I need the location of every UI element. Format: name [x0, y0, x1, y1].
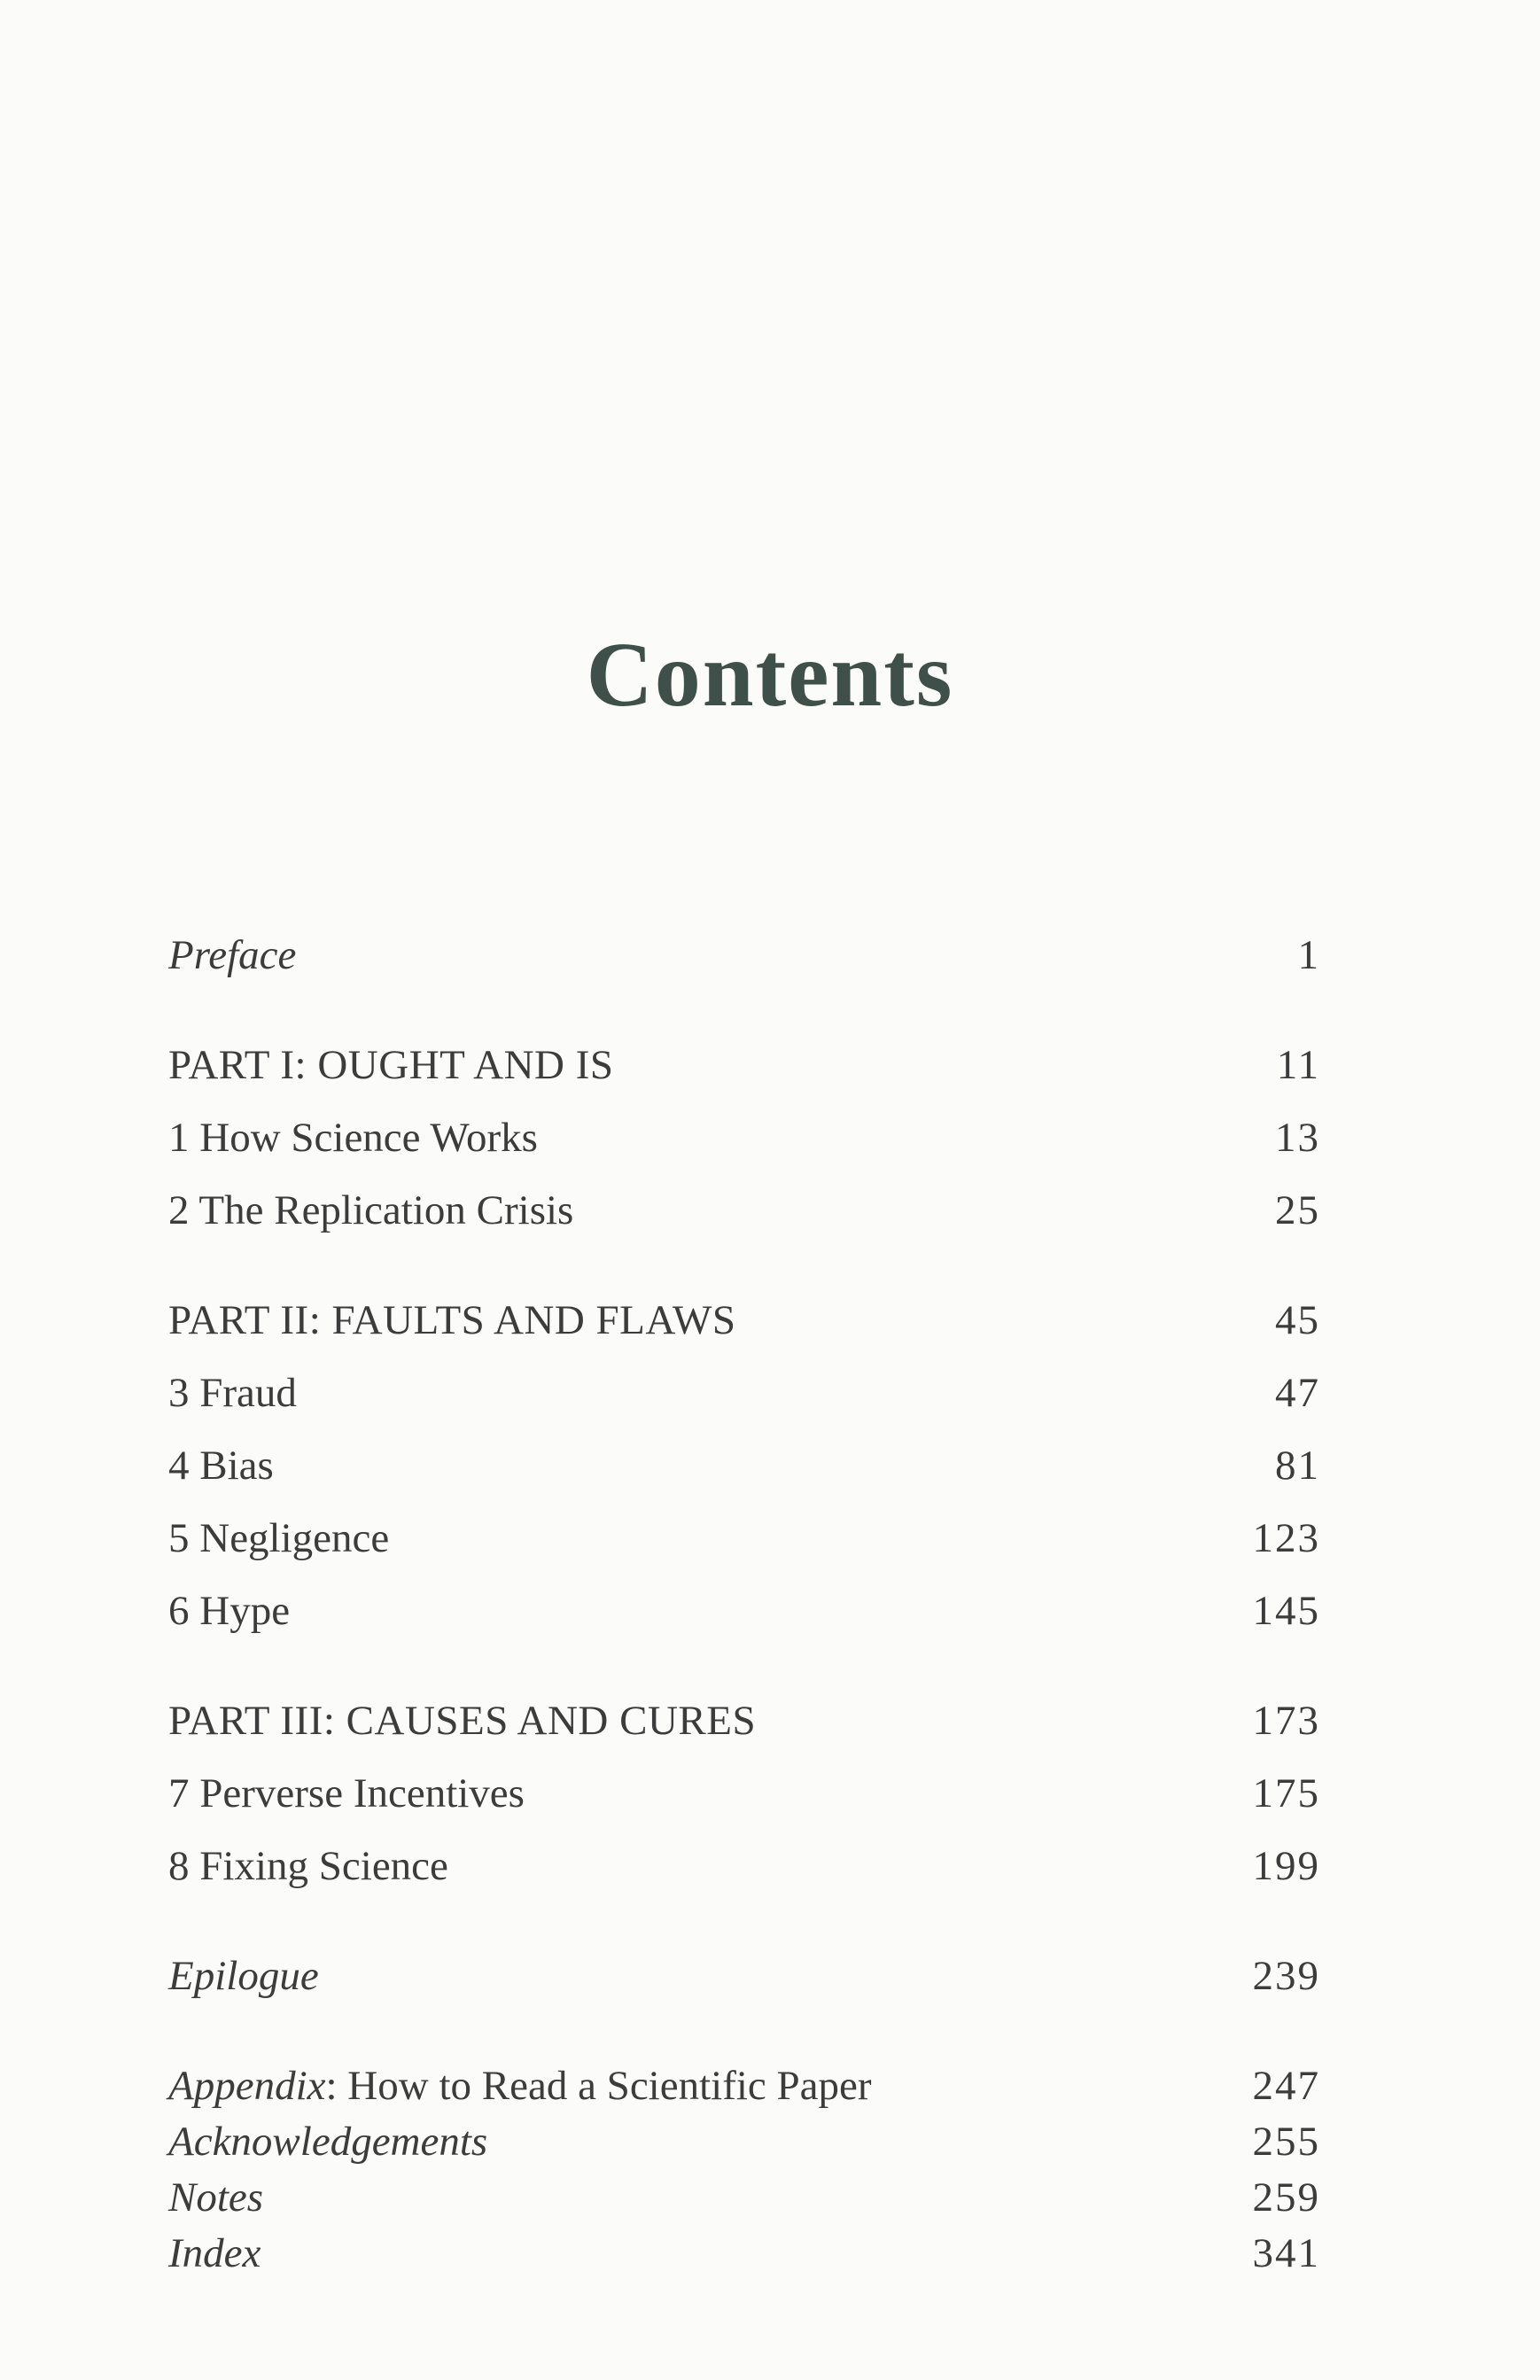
toc-entry-label-text: 8 Fixing Science [168, 1843, 448, 1889]
toc-entry-label-text: PART I: OUGHT AND IS [168, 1042, 614, 1088]
toc-entry-page-number: 239 [1252, 1953, 1320, 1999]
toc-entry-label-text: 5 Negligence [168, 1515, 390, 1561]
toc-entry-label-italic: Epilogue [168, 1953, 319, 1999]
toc-entry-page-number: 247 [1252, 2063, 1320, 2109]
toc-entry-part-2 [168, 1294, 1320, 1347]
toc-entry-label [168, 1512, 389, 1565]
toc-entry-page-number: 25 [1275, 1187, 1320, 1233]
toc-entry-chapter-1 [168, 1111, 1320, 1164]
toc-entry-page-number: 341 [1252, 2230, 1320, 2276]
toc-entry-page-number: 173 [1252, 1698, 1320, 1744]
toc-entry-label-italic: Index [168, 2230, 261, 2276]
toc-entry-label [168, 1694, 756, 1747]
toc-entry-page-number: 13 [1275, 1115, 1320, 1161]
toc-entry-label [168, 1366, 297, 1419]
toc-entry-label [168, 1111, 538, 1164]
toc-entry-label-italic: Appendix [168, 2063, 326, 2109]
toc-entry-label [168, 1439, 274, 1492]
toc-entry-label [168, 2115, 487, 2168]
toc-entry-appendix [168, 2059, 1320, 2112]
toc-entry-label-text: 2 The Replication Crisis [168, 1187, 574, 1233]
toc-entry-label-text: PART II: FAULTS AND FLAWS [168, 1297, 736, 1343]
toc-entry-page-number: 45 [1275, 1297, 1320, 1343]
toc-entry-label-text: 6 Hype [168, 1588, 291, 1634]
toc-entry-part-1 [168, 1038, 1320, 1092]
toc-entry-notes [168, 2171, 1320, 2224]
toc-entry-chapter-3 [168, 1366, 1320, 1419]
toc-entry-label-text: 7 Perverse Incentives [168, 1770, 525, 1816]
toc-entry-chapter-4 [168, 1439, 1320, 1492]
toc-entry-label [168, 2227, 261, 2280]
toc-entry-page-number: 123 [1252, 1515, 1320, 1561]
toc-entry-chapter-6 [168, 1584, 1320, 1637]
toc-entry-acknowledgements [168, 2115, 1320, 2168]
toc-entry-page-number: 11 [1276, 1042, 1320, 1088]
toc-entry-label-italic: Preface [168, 932, 297, 978]
toc-entry-page-number: 175 [1252, 1770, 1320, 1816]
toc-entry-page-number: 255 [1252, 2119, 1320, 2165]
toc-entry-label-italic: Notes [168, 2174, 264, 2221]
toc-entry-chapter-7 [168, 1767, 1320, 1820]
toc-entry-preface [168, 929, 1320, 982]
toc-entry-label [168, 929, 296, 982]
toc-entry-page-number: 47 [1275, 1370, 1320, 1416]
toc-entry-page-number: 259 [1252, 2174, 1320, 2221]
toc-entry-label [168, 1949, 319, 2003]
toc-entry-label [168, 1038, 614, 1092]
toc-entry-label-italic: Acknowledgements [168, 2119, 488, 2165]
toc-entry-chapter-5 [168, 1512, 1320, 1565]
toc-entry-label [168, 1294, 736, 1347]
toc-entry-label [168, 1839, 448, 1893]
toc-entry-page-number: 199 [1252, 1843, 1320, 1889]
toc-entry-label-text: PART III: CAUSES AND CURES [168, 1698, 757, 1744]
toc-entry-label [168, 1767, 525, 1820]
toc-entry-label-text: 3 Fraud [168, 1370, 297, 1416]
toc-entry-label [168, 2171, 263, 2224]
toc-entry-label-text: : How to Read a Scientific Paper [325, 2063, 872, 2109]
toc-entry-chapter-8 [168, 1839, 1320, 1893]
page-title: Contents [586, 623, 954, 726]
toc-entry-chapter-2 [168, 1184, 1320, 1237]
toc-entry-label [168, 2059, 872, 2112]
toc-entry-label-text: 1 How Science Works [168, 1115, 538, 1161]
toc-entry-page-number: 1 [1297, 932, 1320, 978]
toc-entry-epilogue [168, 1949, 1320, 2003]
toc-entry-label [168, 1184, 573, 1237]
toc-entry-page-number: 145 [1252, 1588, 1320, 1634]
toc-entry-index [168, 2227, 1320, 2280]
toc-entry-part-3 [168, 1694, 1320, 1747]
toc-entry-label [168, 1584, 290, 1637]
toc-entry-label-text: 4 Bias [168, 1443, 274, 1489]
toc-entry-page-number: 81 [1275, 1443, 1320, 1489]
